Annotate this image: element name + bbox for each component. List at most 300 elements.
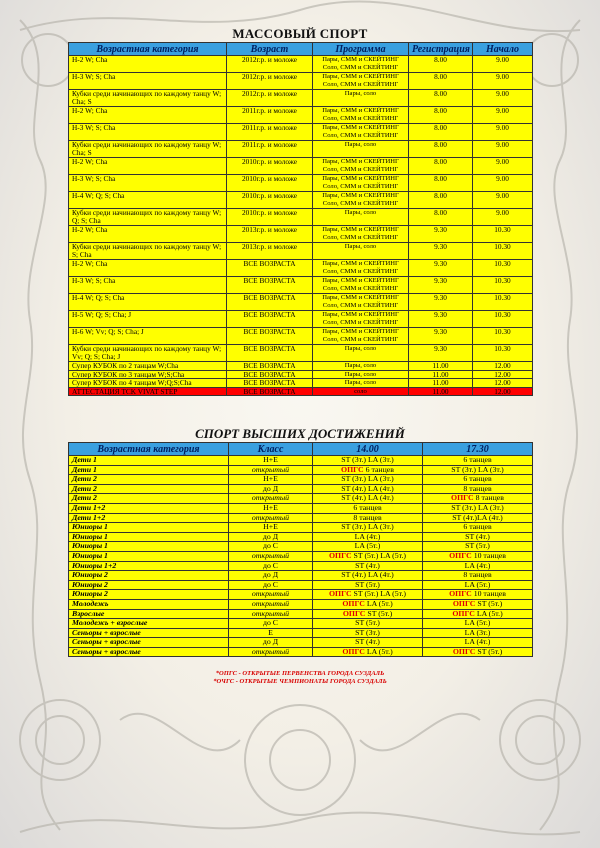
time-1400-cell xyxy=(313,571,423,581)
elite-sport-table xyxy=(68,442,533,657)
start-cell: 9.00 xyxy=(473,209,533,226)
program-text: ST (5т.) LA (5т.) xyxy=(353,551,407,561)
time-1730-cell xyxy=(423,542,533,552)
table-row xyxy=(69,107,533,124)
table-row xyxy=(69,590,533,600)
table-row xyxy=(69,294,533,311)
program-cell: соло xyxy=(313,387,409,396)
age-category-cell: Дети 2 xyxy=(69,484,229,494)
table-row xyxy=(69,551,533,561)
program-text: LA (4т.) xyxy=(464,637,491,647)
opgs-label: ОПГС xyxy=(341,465,364,474)
program-text: ST (3т.) LA (3т.) xyxy=(451,503,504,513)
age-category-cell: Н-2 W; Cha xyxy=(69,226,227,243)
opgs-label: ОПГС xyxy=(452,609,475,618)
age-category-cell: Н-6 W; Vv; Q; S; Cha; J xyxy=(69,328,227,345)
program-cell: Пары, СММ и СКЕЙТИНГ Соло, СММ и СКЕЙТИНГ xyxy=(313,124,409,141)
registration-cell: 11.00 xyxy=(409,387,473,396)
age-category-cell: Супер КУБОК по 3 танцам W;S;Cha xyxy=(69,370,227,379)
table-row xyxy=(69,619,533,629)
time-1730-cell xyxy=(423,551,533,561)
time-1400-cell xyxy=(313,542,423,552)
start-cell: 10.30 xyxy=(473,345,533,362)
elite-header-row xyxy=(69,443,533,456)
start-cell: 9.00 xyxy=(473,73,533,90)
registration-cell: 8.00 xyxy=(409,209,473,226)
time-1400-cell xyxy=(313,494,423,504)
table-row xyxy=(69,532,533,542)
table-row xyxy=(69,141,533,158)
table-row xyxy=(69,513,533,523)
program-text: LA (5т.) xyxy=(366,599,393,608)
time-1730-cell xyxy=(423,619,533,629)
registration-cell: 8.00 xyxy=(409,141,473,158)
opgs-label: ОПГС xyxy=(449,551,472,561)
table-row xyxy=(69,647,533,657)
age-category-cell: Супер КУБОК по 4 танцам W;Q;S;Cha xyxy=(69,379,227,388)
program-text: ST (5т.) xyxy=(477,599,503,608)
time-1730-cell xyxy=(423,609,533,619)
start-cell: 9.00 xyxy=(473,56,533,73)
age-cell: ВСЕ ВОЗРАСТА xyxy=(227,387,313,396)
class-cell: открытый xyxy=(229,590,313,600)
age-cell: ВСЕ ВОЗРАСТА xyxy=(227,294,313,311)
age-cell: 2012г.р. и моложе xyxy=(227,90,313,107)
table-row xyxy=(69,609,533,619)
age-cell: ВСЕ ВОЗРАСТА xyxy=(227,345,313,362)
age-category-cell: Супер КУБОК по 2 танцам W;Cha xyxy=(69,362,227,371)
age-category-cell: Юниоры 2 xyxy=(69,590,229,600)
class-cell: Е xyxy=(229,628,313,638)
age-category-cell: Н-4 W; Q; S; Cha xyxy=(69,294,227,311)
time-1730-cell xyxy=(423,647,533,657)
class-cell: Н+Е xyxy=(229,503,313,513)
age-category-cell: Н-3 W; S; Cha xyxy=(69,124,227,141)
class-cell: Н+Е xyxy=(229,475,313,485)
age-cell: ВСЕ ВОЗРАСТА xyxy=(227,260,313,277)
start-cell: 9.00 xyxy=(473,124,533,141)
program-text: ST (5т.) xyxy=(477,647,503,656)
registration-cell: 8.00 xyxy=(409,158,473,175)
age-cell: ВСЕ ВОЗРАСТА xyxy=(227,370,313,379)
header-age: Возраст xyxy=(227,43,313,56)
class-cell: до Д xyxy=(229,638,313,648)
age-cell: ВСЕ ВОЗРАСТА xyxy=(227,362,313,371)
age-category-cell: Юниоры 1 xyxy=(69,532,229,542)
elite-sport-title: СПОРТ ВЫСШИХ ДОСТИЖЕНИЙ xyxy=(195,426,405,441)
class-cell: открытый xyxy=(229,609,313,619)
time-1730-cell xyxy=(423,465,533,475)
program-text: ST (5т.) xyxy=(465,541,490,551)
start-cell: 10.30 xyxy=(473,243,533,260)
program-text: LA (5т.) xyxy=(354,541,381,551)
age-category-cell: Юниоры 2 xyxy=(69,571,229,581)
age-category-cell: Н-2 W; Cha xyxy=(69,158,227,175)
program-cell: Пары, СММ и СКЕЙТИНГ Соло, СММ и СКЕЙТИНГ xyxy=(313,158,409,175)
age-category-cell: Дети 1+2 xyxy=(69,503,229,513)
program-cell: Пары, соло xyxy=(313,345,409,362)
table-row xyxy=(69,345,533,362)
time-1730-cell xyxy=(423,494,533,504)
age-cell: 2013г.р. и моложе xyxy=(227,226,313,243)
opgs-label: ОПГС xyxy=(451,493,474,503)
opgs-label: ОПГС xyxy=(452,647,476,656)
opgs-label: ОПГС xyxy=(342,647,365,656)
program-text: LA (4т.) xyxy=(464,561,491,570)
program-text: ST (4т.) xyxy=(355,561,380,570)
opgs-label: ОПГС xyxy=(328,551,352,561)
age-category-cell: Дети 1 xyxy=(69,465,229,475)
start-cell: 9.00 xyxy=(473,192,533,209)
registration-cell: 9.30 xyxy=(409,243,473,260)
opgs-label: ОПГС xyxy=(328,589,352,599)
program-cell: Пары, СММ и СКЕЙТИНГ Соло, СММ и СКЕЙТИНГ xyxy=(313,175,409,192)
opgs-label: ОПГС xyxy=(342,599,365,608)
age-cell: 2011г.р. и моложе xyxy=(227,124,313,141)
age-category-cell: Н-3 W; S; Cha xyxy=(69,175,227,192)
age-category-cell: Юниоры 2 xyxy=(69,580,229,590)
program-cell: Пары, СММ и СКЕЙТИНГ Соло, СММ и СКЕЙТИНГ xyxy=(313,226,409,243)
age-category-cell: Сеньоры + взрослые xyxy=(69,628,229,638)
mass-sport-table xyxy=(68,42,533,396)
program-text: ST (3т.) LA (3т.) xyxy=(341,455,394,465)
age-category-cell: Н-2 W; Cha xyxy=(69,107,227,124)
age-category-cell: Сеньоры + взрослые xyxy=(69,638,229,648)
start-cell: 10.30 xyxy=(473,226,533,243)
program-text: LA (5т.) xyxy=(464,580,491,589)
program-cell: Пары, соло xyxy=(313,243,409,260)
table-row xyxy=(69,523,533,533)
age-category-cell: Взрослые xyxy=(69,609,229,619)
registration-cell: 9.30 xyxy=(409,294,473,311)
program-text: LA (5т.) xyxy=(476,609,503,618)
table-row xyxy=(69,277,533,294)
program-text: LA (5т.) xyxy=(464,618,491,628)
class-cell: до Д xyxy=(229,484,313,494)
time-1730-cell xyxy=(423,513,533,523)
age-category-cell: Н-3 W; S; Cha xyxy=(69,73,227,90)
age-category-cell: Юниоры 1 xyxy=(69,551,229,561)
age-cell: ВСЕ ВОЗРАСТА xyxy=(227,379,313,388)
table-row xyxy=(69,56,533,73)
header-time-1400: 14.00 xyxy=(313,443,423,456)
table-row xyxy=(69,192,533,209)
start-cell: 10.30 xyxy=(473,277,533,294)
registration-cell: 11.00 xyxy=(409,379,473,388)
program-cell: Пары, соло xyxy=(313,141,409,158)
time-1730-cell xyxy=(423,599,533,609)
class-cell: Н+Е xyxy=(229,456,313,466)
footnote-ochgs: *ОЧГС - ОТКРЫТЫЕ ЧЕМПИОНАТЫ ГОРОДА СУЗДАЛЬ xyxy=(213,678,387,685)
time-1400-cell xyxy=(313,619,423,629)
program-text: 8 танцев xyxy=(463,484,492,493)
header-age-category: Возрастная категория xyxy=(69,443,229,456)
opgs-label: ОПГС xyxy=(452,599,476,608)
program-text: LA (3т.) xyxy=(464,628,491,637)
age-category-cell: Дети 2 xyxy=(69,475,229,485)
table-row xyxy=(69,638,533,648)
table-row xyxy=(69,328,533,345)
program-text: 6 танцев xyxy=(463,474,492,484)
program-text: ST (3т.) xyxy=(355,628,380,637)
start-cell: 9.00 xyxy=(473,158,533,175)
age-cell: 2010г.р. и моложе xyxy=(227,209,313,226)
age-category-cell: Юниоры 1+2 xyxy=(69,561,229,571)
program-text: ST (4т.) xyxy=(465,532,490,541)
program-text: 8 танцев xyxy=(353,513,382,522)
age-category-cell: Дети 1+2 xyxy=(69,513,229,523)
time-1730-cell xyxy=(423,590,533,600)
table-row xyxy=(69,124,533,141)
program-cell: Пары, СММ и СКЕЙТИНГ Соло, СММ и СКЕЙТИНГ xyxy=(313,107,409,124)
age-category-cell: Юниоры 1 xyxy=(69,542,229,552)
program-cell: Пары, СММ и СКЕЙТИНГ Соло, СММ и СКЕЙТИНГ xyxy=(313,277,409,294)
program-text: ST (3т.) LA (3т.) xyxy=(341,522,394,532)
class-cell: открытый xyxy=(229,513,313,523)
age-category-cell: Дети 1 xyxy=(69,456,229,466)
age-category-cell: Юниоры 1 xyxy=(69,523,229,533)
start-cell: 9.00 xyxy=(473,107,533,124)
time-1400-cell xyxy=(313,456,423,466)
table-row xyxy=(69,542,533,552)
time-1400-cell xyxy=(313,647,423,657)
program-cell: Пары, СММ и СКЕЙТИНГ Соло, СММ и СКЕЙТИНГ xyxy=(313,294,409,311)
class-cell: до Д xyxy=(229,571,313,581)
class-cell: Н+Е xyxy=(229,523,313,533)
opgs-label: ОПГС xyxy=(342,609,366,618)
time-1730-cell xyxy=(423,628,533,638)
header-registration: Регистрация xyxy=(409,43,473,56)
age-cell: ВСЕ ВОЗРАСТА xyxy=(227,277,313,294)
program-cell: Пары, соло xyxy=(313,370,409,379)
age-category-cell: Н-3 W; S; Cha xyxy=(69,277,227,294)
start-cell: 12.00 xyxy=(473,379,533,388)
table-row xyxy=(69,561,533,571)
time-1400-cell xyxy=(313,523,423,533)
time-1730-cell xyxy=(423,561,533,571)
table-row xyxy=(69,475,533,485)
mass-sport-title: МАССОВЫЙ СПОРТ xyxy=(232,26,368,41)
start-cell: 12.00 xyxy=(473,370,533,379)
class-cell: открытый xyxy=(229,551,313,561)
program-text: ST (4т.)LA (4т.) xyxy=(452,513,503,522)
age-cell: 2013г.р. и моложе xyxy=(227,243,313,260)
header-class: Класс xyxy=(229,443,313,456)
table-row xyxy=(69,370,533,379)
registration-cell: 9.30 xyxy=(409,260,473,277)
age-category-cell: Н-4 W; Q; S; Cha xyxy=(69,192,227,209)
class-cell: открытый xyxy=(229,599,313,609)
age-category-cell: Молодежь + взрослые xyxy=(69,619,229,629)
class-cell: до С xyxy=(229,580,313,590)
table-row xyxy=(69,226,533,243)
time-1730-cell xyxy=(423,484,533,494)
registration-cell: 9.30 xyxy=(409,277,473,294)
time-1400-cell xyxy=(313,638,423,648)
program-cell: Пары, СММ и СКЕЙТИНГ Соло, СММ и СКЕЙТИНГ xyxy=(313,56,409,73)
table-row xyxy=(69,175,533,192)
table-row xyxy=(69,494,533,504)
program-cell: Пары, соло xyxy=(313,209,409,226)
table-row xyxy=(69,456,533,466)
table-row xyxy=(69,362,533,371)
age-category-cell: Н-2 W; Cha xyxy=(69,56,227,73)
class-cell: открытый xyxy=(229,647,313,657)
start-cell: 9.00 xyxy=(473,141,533,158)
table-row xyxy=(69,580,533,590)
age-cell: 2010г.р. и моложе xyxy=(227,175,313,192)
program-cell: Пары, соло xyxy=(313,362,409,371)
time-1400-cell xyxy=(313,590,423,600)
age-category-cell: Кубки среди начинающих по каждому танцу W; Q; S; Cha xyxy=(69,209,227,226)
program-cell: Пары, СММ и СКЕЙТИНГ Соло, СММ и СКЕЙТИНГ xyxy=(313,73,409,90)
program-cell: Пары, СММ и СКЕЙТИНГ Соло, СММ и СКЕЙТИНГ xyxy=(313,311,409,328)
time-1400-cell xyxy=(313,561,423,571)
class-cell: открытый xyxy=(229,494,313,504)
program-text: 10 танцев xyxy=(473,551,506,561)
registration-cell: 11.00 xyxy=(409,362,473,371)
class-cell: открытый xyxy=(229,465,313,475)
age-category-cell: Кубки среди начинающих по каждому танцу W; Cha; S xyxy=(69,90,227,107)
time-1400-cell xyxy=(313,609,423,619)
age-category-cell: Молодежь xyxy=(69,599,229,609)
registration-cell: 9.30 xyxy=(409,328,473,345)
age-cell: 2010г.р. и моложе xyxy=(227,192,313,209)
time-1730-cell xyxy=(423,638,533,648)
age-cell: 2011г.р. и моложе xyxy=(227,107,313,124)
class-cell: до С xyxy=(229,619,313,629)
program-text: ST (3т.) LA (3т.) xyxy=(341,474,394,484)
registration-cell: 9.30 xyxy=(409,345,473,362)
program-cell: Пары, СММ и СКЕЙТИНГ Соло, СММ и СКЕЙТИНГ xyxy=(313,192,409,209)
table-row xyxy=(69,73,533,90)
age-category-cell: АТТЕСТАЦИЯ TCK VIVAT STEP xyxy=(69,387,227,396)
time-1400-cell xyxy=(313,599,423,609)
start-cell: 12.00 xyxy=(473,387,533,396)
program-text: 6 танцев xyxy=(353,503,382,513)
program-text: ST (4т.) LA (4т.) xyxy=(341,570,394,580)
program-cell: Пары, СММ и СКЕЙТИНГ Соло, СММ и СКЕЙТИНГ xyxy=(313,260,409,277)
registration-cell: 8.00 xyxy=(409,90,473,107)
header-time-1730: 17.30 xyxy=(423,443,533,456)
header-age-category: Возрастная категория xyxy=(69,43,227,56)
time-1730-cell xyxy=(423,456,533,466)
program-text: 8 танцев xyxy=(475,493,504,503)
table-row xyxy=(69,599,533,609)
age-category-cell: Н-5 W; Q; S; Cha; J xyxy=(69,311,227,328)
table-row xyxy=(69,571,533,581)
program-cell: Пары, соло xyxy=(313,90,409,107)
table-row xyxy=(69,628,533,638)
program-text: 6 танцев xyxy=(365,465,394,474)
program-text: ST (5т.) LA (5т.) xyxy=(353,589,407,599)
age-category-cell: Кубки среди начинающих по каждому танцу W; Vv; Q; S; Cha; J xyxy=(69,345,227,362)
opgs-label: ОПГС xyxy=(449,589,472,599)
age-cell: 2012г.р. и моложе xyxy=(227,73,313,90)
program-text: 8 танцев xyxy=(463,570,492,580)
footnote-opgs: *ОПГС - ОТКРЫТЫЕ ПЕРВЕНСТВА ГОРОДА СУЗДАЛЬ xyxy=(215,670,385,677)
age-category-cell: Дети 2 xyxy=(69,494,229,504)
age-category-cell: Сеньоры + взрослые xyxy=(69,647,229,657)
start-cell: 10.30 xyxy=(473,260,533,277)
start-cell: 10.30 xyxy=(473,311,533,328)
time-1730-cell xyxy=(423,475,533,485)
start-cell: 10.30 xyxy=(473,328,533,345)
time-1400-cell xyxy=(313,484,423,494)
program-text: ST (4т.) LA (4т.) xyxy=(341,493,394,503)
attestation-row xyxy=(69,387,533,396)
table-row xyxy=(69,484,533,494)
program-text: 6 танцев xyxy=(463,522,492,532)
time-1730-cell xyxy=(423,580,533,590)
registration-cell: 9.30 xyxy=(409,226,473,243)
header-program: Программа xyxy=(313,43,409,56)
table-row xyxy=(69,158,533,175)
time-1400-cell xyxy=(313,628,423,638)
mass-header-row xyxy=(69,43,533,56)
registration-cell: 8.00 xyxy=(409,192,473,209)
table-row xyxy=(69,260,533,277)
registration-cell: 8.00 xyxy=(409,56,473,73)
age-cell: ВСЕ ВОЗРАСТА xyxy=(227,328,313,345)
age-category-cell: Кубки среди начинающих по каждому танцу W; S; Cha xyxy=(69,243,227,260)
table-row xyxy=(69,243,533,260)
registration-cell: 8.00 xyxy=(409,73,473,90)
time-1400-cell xyxy=(313,465,423,475)
registration-cell: 9.30 xyxy=(409,311,473,328)
start-cell: 9.00 xyxy=(473,90,533,107)
registration-cell: 8.00 xyxy=(409,107,473,124)
start-cell: 12.00 xyxy=(473,362,533,371)
class-cell: до Д xyxy=(229,532,313,542)
time-1400-cell xyxy=(313,580,423,590)
age-category-cell: Кубки среди начинающих по каждому танцу W; Cha; S xyxy=(69,141,227,158)
start-cell: 10.30 xyxy=(473,294,533,311)
program-text: ST (5т.) xyxy=(355,580,380,589)
mass-table-body xyxy=(69,56,533,396)
header-start: Начало xyxy=(473,43,533,56)
time-1730-cell xyxy=(423,503,533,513)
program-text: ST (5т.) xyxy=(367,609,393,618)
program-cell: Пары, соло xyxy=(313,379,409,388)
table-row xyxy=(69,379,533,388)
table-row xyxy=(69,503,533,513)
time-1400-cell xyxy=(313,532,423,542)
program-text: 6 танцев xyxy=(463,455,492,465)
time-1400-cell xyxy=(313,475,423,485)
table-row xyxy=(69,465,533,475)
registration-cell: 8.00 xyxy=(409,124,473,141)
class-cell: до С xyxy=(229,561,313,571)
age-category-cell: Н-2 W; Cha xyxy=(69,260,227,277)
age-cell: 2011г.р. и моложе xyxy=(227,141,313,158)
program-text: ST (3т.) LA (3т.) xyxy=(451,465,504,474)
elite-table-body xyxy=(69,456,533,657)
age-cell: 2012г.р. и моложе xyxy=(227,56,313,73)
program-text: ST (5т.) xyxy=(355,618,380,628)
time-1400-cell xyxy=(313,513,423,523)
age-cell: 2010г.р. и моложе xyxy=(227,158,313,175)
program-text: LA (4т.) xyxy=(354,532,381,541)
program-text: ST (4т.) LA (4т.) xyxy=(341,484,394,493)
registration-cell: 11.00 xyxy=(409,370,473,379)
table-row xyxy=(69,209,533,226)
time-1730-cell xyxy=(423,571,533,581)
program-cell: Пары, СММ и СКЕЙТИНГ Соло, СММ и СКЕЙТИНГ xyxy=(313,328,409,345)
start-cell: 9.00 xyxy=(473,175,533,192)
age-cell: ВСЕ ВОЗРАСТА xyxy=(227,311,313,328)
table-row xyxy=(69,311,533,328)
